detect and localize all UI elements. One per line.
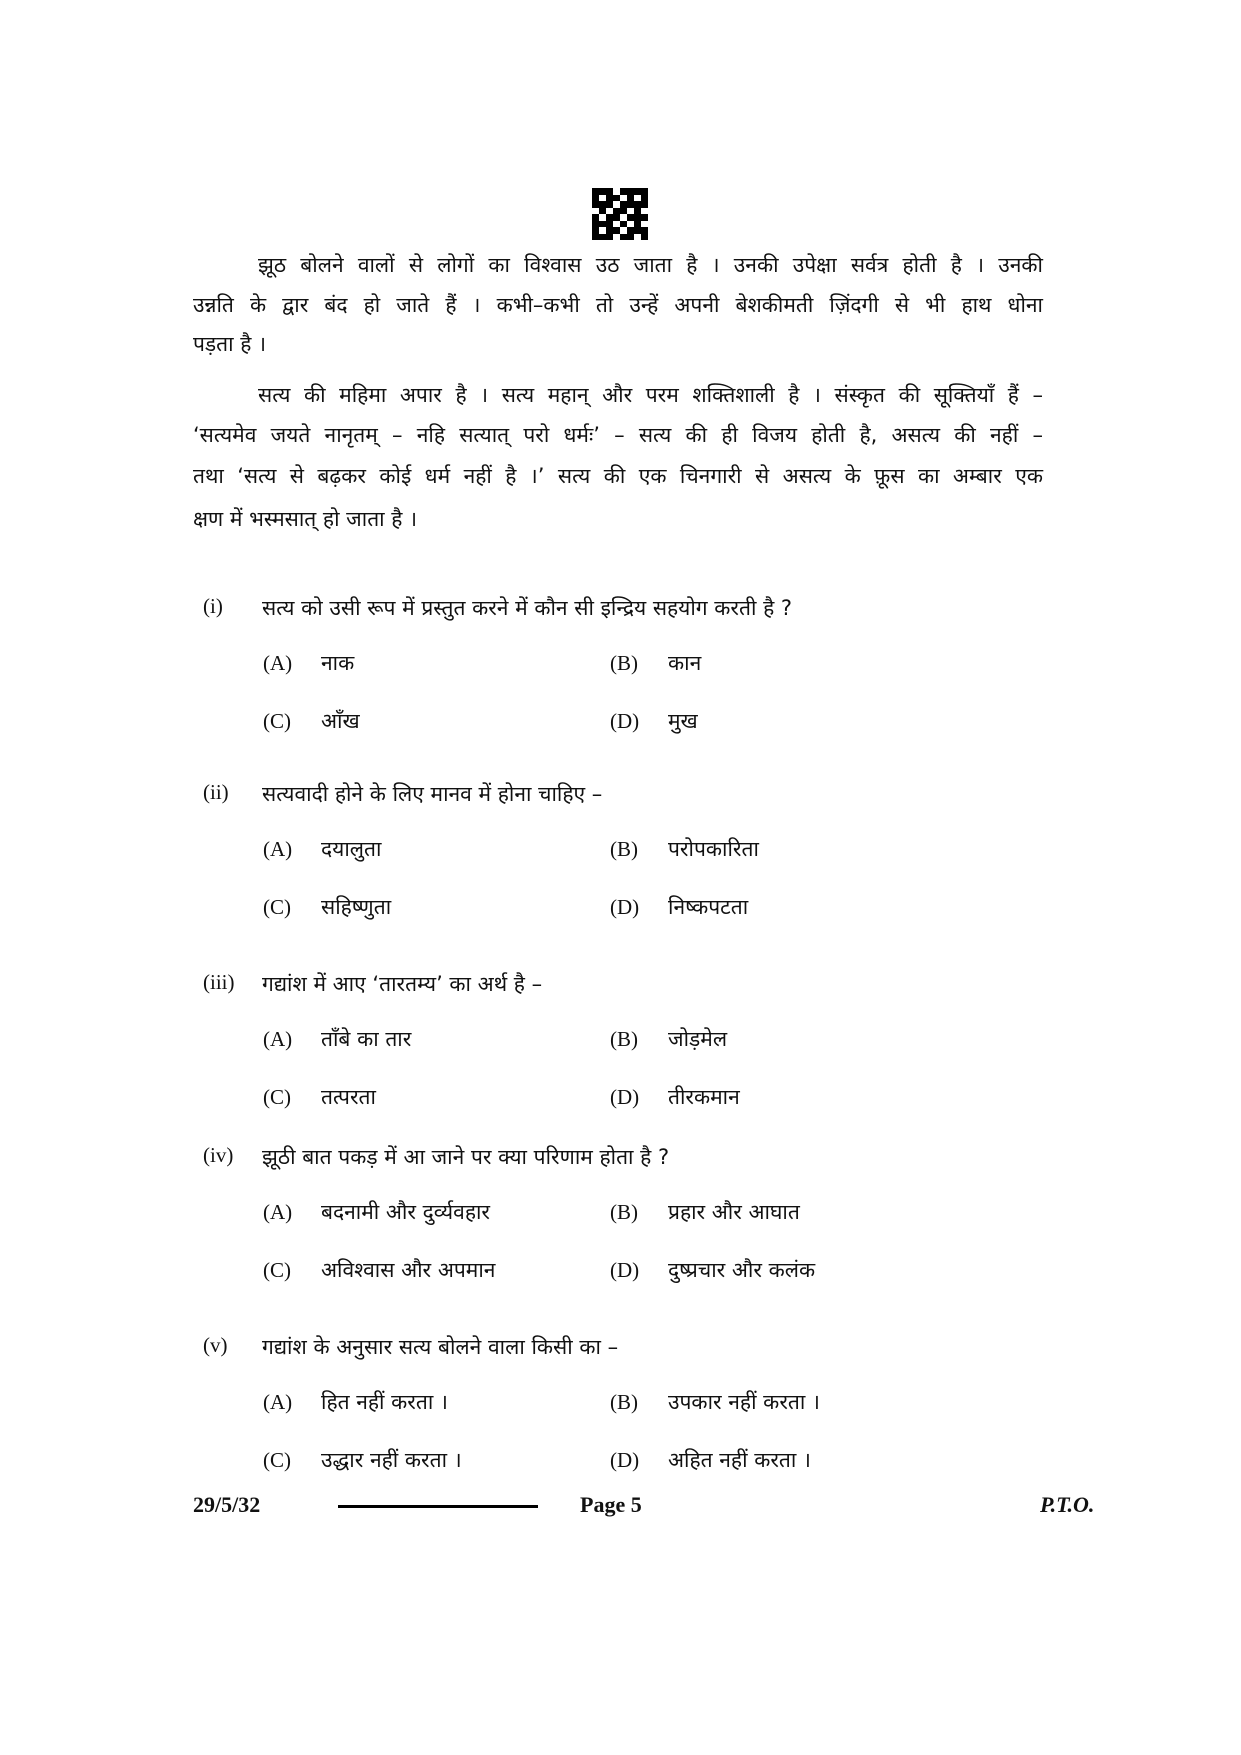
option-text: तीरकमान [668,1085,740,1109]
option-text: बदनामी और दुर्व्यवहार [321,1200,491,1224]
question-number: (iv) [203,1143,234,1167]
question-text: सत्यवादी होने के लिए मानव में होना चाहिए – [262,782,603,806]
option-label: (D) [610,895,640,919]
option-text: प्रहार और आघात [668,1200,800,1224]
answer-option[interactable] [263,707,360,735]
question-number: (iii) [203,970,235,994]
answer-option[interactable] [610,649,701,677]
option-label: (C) [263,1448,291,1472]
answer-option[interactable] [610,1083,740,1111]
option-text: उद्धार नहीं करता । [321,1448,462,1472]
option-label: (B) [610,1200,638,1224]
answer-option[interactable] [610,1256,815,1284]
answer-option[interactable] [610,1025,727,1053]
option-label: (C) [263,1085,291,1109]
answer-option[interactable] [263,1198,490,1226]
option-text: जोड़मेल [668,1027,728,1051]
option-label: (A) [263,1200,293,1224]
passage-line: सत्य की महिमा अपार है । सत्य महान् और परम शक्तिशाली है । संस्कृत की सूक्तियाँ हैं – [258,383,1043,407]
question-number: (v) [203,1333,228,1357]
option-text: तत्परता [321,1085,376,1109]
answer-option[interactable] [610,1446,811,1474]
passage-line: क्षण में भस्मसात् हो जाता है । [193,507,418,531]
option-text: अहित नहीं करता । [668,1448,811,1472]
question-text: झूठी बात पकड़ में आ जाने पर क्या परिणाम होता है ? [262,1145,670,1169]
option-label: (A) [263,1027,293,1051]
option-text: हित नहीं करता । [321,1390,448,1414]
passage-line: तथा ‘सत्य से बढ़कर कोई धर्म नहीं है ।’ सत्य की एक चिनगारी से असत्य के फ़ूस का अम्बार एक [193,464,1043,488]
option-label: (C) [263,895,291,919]
option-text: कान [668,651,702,675]
answer-option[interactable] [263,1256,495,1284]
paper-code: 29/5/32 [193,1492,261,1517]
option-label: (D) [610,1258,640,1282]
option-text: अविश्वास और अपमान [321,1258,496,1282]
option-label: (A) [263,1390,293,1414]
question-number: (ii) [203,780,229,804]
option-text: उपकार नहीं करता । [668,1390,820,1414]
answer-option[interactable] [263,893,391,921]
option-text: नाक [321,651,355,675]
passage-line: उन्नति के द्वार बंद हो जाते हैं । कभी–कभी तो उन्हें अपनी बेशकीमती ज़िंदगी से भी हाथ धोना [193,293,1043,317]
option-label: (D) [610,1085,640,1109]
option-text: सहिष्णुता [321,895,392,919]
question-text: गद्यांश के अनुसार सत्य बोलने वाला किसी का – [262,1335,619,1359]
answer-option[interactable] [263,1083,376,1111]
page-number: Page 5 [580,1492,642,1517]
option-label: (B) [610,837,638,861]
option-text: ताँबे का तार [321,1027,412,1051]
answer-option[interactable] [263,835,381,863]
option-label: (C) [263,709,291,733]
answer-option[interactable] [610,835,759,863]
option-label: (A) [263,651,293,675]
answer-option[interactable] [263,1388,448,1416]
answer-option[interactable] [263,649,354,677]
question-text: सत्य को उसी रूप में प्रस्तुत करने में कौन सी इन्द्रिय सहयोग करती है ? [262,596,793,620]
option-text: दुष्प्रचार और कलंक [668,1258,816,1282]
question-number: (i) [203,594,223,618]
option-text: मुख [668,709,698,733]
passage-line: ‘सत्यमेव जयते नानृतम् – नहि सत्यात् परो धर्मः’ – सत्य की ही विजय होती है, असत्य की नहीं – [193,423,1043,447]
option-text: परोपकारिता [668,837,759,861]
footer-rule [338,1505,538,1508]
answer-option[interactable] [263,1446,462,1474]
answer-option[interactable] [610,1388,820,1416]
option-text: आँख [321,709,360,733]
pto-label: P.T.O. [1040,1492,1095,1517]
answer-option[interactable] [610,1198,800,1226]
qr-code [592,188,648,240]
answer-option[interactable] [263,1025,411,1053]
option-label: (A) [263,837,293,861]
question-text: गद्यांश में आए ‘तारतम्य’ का अर्थ है – [262,972,543,996]
option-label: (B) [610,1027,638,1051]
answer-option[interactable] [610,893,748,921]
option-label: (B) [610,1390,638,1414]
option-text: दयालुता [321,837,382,861]
option-label: (D) [610,709,640,733]
passage-line: झूठ बोलने वालों से लोगों का विश्वास उठ जाता है । उनकी उपेक्षा सर्वत्र होती है । उनकी [258,253,1043,277]
option-label: (C) [263,1258,291,1282]
option-label: (D) [610,1448,640,1472]
option-text: निष्कपटता [668,895,749,919]
option-label: (B) [610,651,638,675]
answer-option[interactable] [610,707,698,735]
passage-line: पड़ता है । [193,332,267,356]
